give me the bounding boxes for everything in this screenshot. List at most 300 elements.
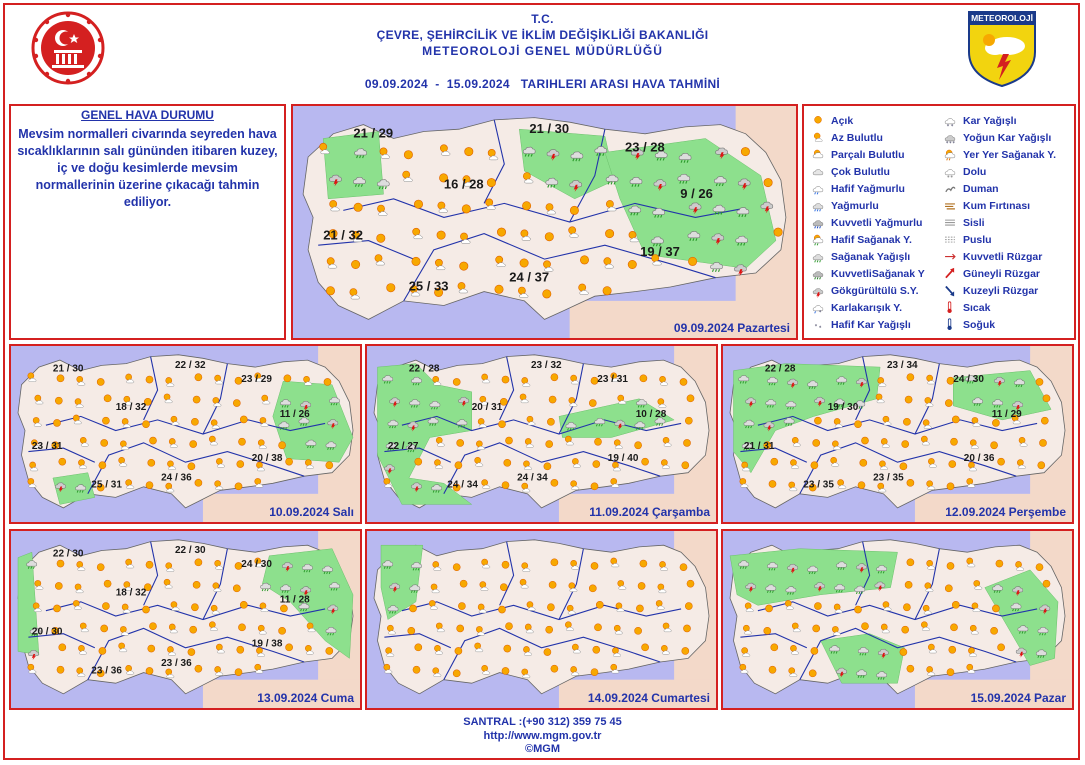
svg-text:*: * [949, 140, 952, 145]
sun-icon [522, 202, 530, 210]
sun-icon [240, 416, 247, 423]
precipitation-area [323, 132, 383, 199]
legend-item [942, 129, 1056, 146]
temperature-label: 22 / 32 [175, 359, 206, 371]
legend-label: Hafif Sağanak Y. [831, 233, 912, 246]
sun-icon [235, 669, 242, 676]
svg-text:*: * [818, 309, 822, 315]
legend-label: Kar Yağışlı [963, 114, 1017, 127]
sun-icon [462, 205, 470, 213]
sun-icon [193, 396, 200, 403]
temperature-label: 25 / 31 [91, 479, 122, 491]
sun-icon [1041, 417, 1048, 424]
temperature-label: 23 / 31 [31, 440, 63, 452]
sun-icon [589, 585, 596, 592]
temperature-label: 22 / 28 [764, 363, 796, 375]
temperature-label: 21 / 31 [743, 440, 775, 452]
map-date-label: 13.09.2024 Cuma [257, 691, 354, 705]
temperature-label: 22 / 27 [387, 440, 419, 452]
sun-icon [502, 667, 509, 674]
precipitation-area [53, 473, 95, 505]
sun-icon [409, 605, 416, 612]
sun-icon [505, 623, 512, 630]
sun-icon [551, 665, 558, 672]
footer-copyright: ©MGM [525, 743, 560, 755]
sun-icon [57, 560, 64, 567]
legend-item [810, 163, 925, 180]
sun-icon [635, 442, 642, 449]
forecast-map-saturday [365, 529, 718, 710]
sun-icon [685, 602, 692, 609]
legend-item [942, 163, 1056, 180]
sun-icon [487, 178, 495, 186]
sun-icon [547, 604, 554, 611]
sun-icon [945, 585, 952, 592]
temperature-label: 18 / 32 [115, 402, 147, 414]
heavy-shower-icon [810, 267, 826, 281]
sun-icon [101, 625, 108, 632]
sun-icon [326, 647, 333, 654]
sun-icon [190, 440, 197, 447]
sun-icon [1036, 378, 1043, 385]
hot-icon [942, 301, 958, 315]
sun-icon [453, 564, 460, 571]
sun-icon [860, 459, 867, 466]
sun-icon [603, 287, 611, 295]
sun-icon [810, 114, 826, 128]
sun-icon [195, 479, 202, 486]
temperature-label: 23 / 36 [91, 665, 122, 677]
sun-icon [502, 482, 509, 489]
sun-icon [413, 666, 420, 673]
sun-icon [682, 462, 689, 469]
legend-label: Kum Fırtınası [963, 199, 1031, 212]
sun-icon [235, 483, 242, 490]
turkey-map-graphic [367, 346, 716, 522]
haze-icon [942, 233, 958, 247]
sun-icon [593, 460, 600, 467]
temperature-label: 18 / 32 [115, 587, 147, 599]
sun-icon [861, 623, 868, 630]
sun-icon [907, 374, 914, 381]
sun-icon [638, 582, 645, 589]
forecast-map-wednesday [365, 344, 718, 524]
sun-icon [505, 437, 512, 444]
sun-icon [190, 626, 197, 633]
temperature-label: 20 / 36 [963, 453, 995, 465]
sun-icon [947, 669, 954, 676]
svg-text:*: * [818, 325, 822, 332]
sun-icon [902, 440, 909, 447]
forecast-map-tuesday [9, 344, 362, 524]
partly-cloudy-icon [810, 148, 826, 162]
temperature-label: 24 / 34 [447, 479, 478, 491]
legend-item [810, 146, 925, 163]
sun-icon [102, 417, 109, 424]
meteoroloji-shield-logo [967, 10, 1037, 88]
sun-icon [544, 463, 551, 470]
sun-icon [101, 439, 108, 446]
turkey-map-graphic [723, 346, 1072, 522]
legend-label: Gökgürültülü S.Y. [831, 284, 919, 297]
legend-item [810, 316, 925, 333]
north-wind-icon [942, 284, 958, 298]
cloudy-icon [810, 165, 826, 179]
turkey-map-graphic [11, 531, 360, 708]
sun-icon [769, 480, 776, 487]
sun-icon [765, 605, 772, 612]
sun-icon [377, 234, 385, 242]
legend-label: Parçalı Bulutlu [831, 148, 905, 161]
temperature-label: 11 / 28 [279, 594, 310, 606]
sun-icon [741, 147, 749, 155]
footer-url[interactable]: http://www.mgm.gov.tr [483, 730, 602, 742]
sun-icon [460, 262, 468, 270]
sun-icon [905, 396, 912, 403]
legend-left-column [810, 112, 925, 333]
sun-icon [404, 151, 412, 159]
temperature-label: 23 / 35 [873, 472, 904, 484]
smoke-icon [942, 182, 958, 196]
sun-icon [998, 458, 1005, 465]
sun-icon [498, 421, 505, 428]
sun-icon [1043, 395, 1050, 402]
sun-icon [279, 627, 286, 634]
sun-icon [53, 419, 60, 426]
sun-icon [854, 606, 861, 613]
heavy-snow-icon [942, 131, 958, 145]
sun-icon [996, 560, 1003, 567]
rain-icon [810, 199, 826, 213]
sun-icon [900, 463, 907, 470]
legend-item [942, 282, 1056, 299]
sun-icon [191, 604, 198, 611]
sun-icon [605, 229, 613, 237]
legend-item [942, 299, 1056, 316]
sun-icon [945, 399, 952, 406]
svg-text:*: * [945, 140, 949, 145]
sun-icon [992, 605, 999, 612]
sun-icon [500, 584, 507, 591]
temperature-label: 19 / 37 [640, 243, 680, 259]
sun-icon [53, 605, 60, 612]
sun-icon [680, 378, 687, 385]
legend-item [942, 146, 1056, 163]
legend-panel [802, 104, 1076, 340]
snow-icon [942, 114, 958, 128]
sun-icon [907, 479, 914, 486]
legend-label: Karlakarışık Y. [831, 301, 903, 314]
sun-icon [286, 644, 293, 651]
shower-icon [810, 250, 826, 264]
sun-icon [861, 437, 868, 444]
sun-icon [594, 438, 601, 445]
sun-icon [551, 374, 558, 381]
temperature-label: 23 / 28 [625, 139, 665, 155]
sun-icon [687, 395, 694, 402]
sun-icon [146, 561, 153, 568]
sun-icon [195, 374, 202, 381]
svg-text:*: * [946, 123, 950, 128]
sun-icon [952, 416, 959, 423]
sun-icon [455, 462, 462, 469]
sun-icon [683, 625, 690, 632]
sun-icon [814, 602, 821, 609]
sleet-icon [810, 301, 826, 315]
forecast-map-sunday [721, 529, 1074, 710]
legend-label: Kuzeyli Rüzgar [963, 284, 1039, 297]
temperature-label: 19 / 38 [251, 638, 283, 650]
sun-icon [148, 645, 155, 652]
sun-icon [811, 462, 818, 469]
sun-icon [551, 559, 558, 566]
sun-icon [813, 439, 820, 446]
general-weather-title: GENEL HAVA DURUMU [81, 108, 214, 122]
svg-text:*: * [814, 323, 818, 330]
sun-icon [457, 625, 464, 632]
svg-text:*: * [952, 140, 955, 145]
legend-label: Puslu [963, 233, 992, 246]
sun-icon [549, 396, 556, 403]
sun-icon [97, 378, 104, 385]
map-date-label: 14.09.2024 Cumartesi [587, 691, 710, 705]
sun-icon [453, 670, 460, 677]
temperature-label: 23 / 36 [161, 658, 192, 670]
forecast-map-friday [9, 529, 362, 710]
cold-icon [942, 318, 958, 332]
legend-right-column [942, 112, 1056, 333]
turkey-map-graphic [367, 531, 716, 708]
sun-icon [324, 378, 331, 385]
sun-icon [354, 203, 362, 211]
temperature-label: 25 / 33 [408, 278, 449, 294]
temperature-label: 20 / 38 [251, 453, 283, 465]
sun-icon [950, 438, 957, 445]
sun-icon [907, 665, 914, 672]
sun-icon [642, 644, 649, 651]
sun-icon [682, 647, 689, 654]
thunder-icon [810, 284, 826, 298]
sun-icon [237, 460, 244, 467]
sun-icon [687, 580, 694, 587]
sun-icon [570, 206, 578, 214]
sun-icon [195, 559, 202, 566]
forecast-map-thursday [721, 344, 1074, 524]
sun-icon [628, 260, 636, 268]
sun-icon [905, 581, 912, 588]
sun-icon [640, 560, 647, 567]
sun-cloud-icon [810, 131, 826, 145]
header-ministry: ÇEVRE, ŞEHİRCİLİK VE İKLİM DEĞİŞİKLİĞİ BAKANLIĞI [376, 28, 709, 42]
sun-icon [680, 564, 687, 571]
legend-item [810, 248, 925, 265]
sun-icon [59, 644, 66, 651]
sun-icon [102, 602, 109, 609]
sun-icon [640, 375, 647, 382]
sun-icon [188, 648, 195, 655]
sun-icon [991, 442, 998, 449]
sun-icon [188, 463, 195, 470]
sun-icon [947, 562, 954, 569]
sun-icon [854, 421, 861, 428]
sun-icon [233, 585, 240, 592]
legend-item [942, 248, 1056, 265]
sun-icon [549, 581, 556, 588]
legend-label: Yağmurlu [831, 199, 879, 212]
sun-icon [55, 582, 62, 589]
temperature-label: 19 / 30 [827, 402, 859, 414]
sun-icon [280, 605, 287, 612]
sun-icon [814, 417, 821, 424]
hail-icon [942, 165, 958, 179]
sun-icon [191, 418, 198, 425]
general-weather-panel [9, 104, 286, 340]
sun-icon [543, 290, 551, 298]
legend-label: Kuvvetli Rüzgar [963, 250, 1043, 263]
sun-icon [636, 605, 643, 612]
legend-item [810, 197, 925, 214]
turkey-map-graphic [723, 531, 1072, 708]
sun-icon [811, 647, 818, 654]
sun-icon [460, 580, 467, 587]
sun-icon [99, 462, 106, 469]
map-date-label: 11.09.2024 Çarşamba [589, 505, 710, 519]
sun-icon [903, 604, 910, 611]
general-weather-text: Mevsim normalleri civarında seyreden hava sıcaklıklarının salı gününden itibaren kuzey, iç ve doğu kesimlerde mevsim normallerinin üzerine çıkacağı tahmin ediliyor. [17, 127, 278, 209]
sun-icon [591, 562, 598, 569]
header-date-range: 09.09.2024 - 15.09.2024 TARIHLERI ARASI HAVA TAHMİNİ [364, 77, 721, 91]
legend-label: Sağanak Yağışlı [831, 250, 911, 263]
sun-icon [813, 625, 820, 632]
sun-icon [146, 376, 153, 383]
legend-item [942, 265, 1056, 282]
sun-icon [502, 376, 509, 383]
sun-icon [453, 378, 460, 385]
sun-icon [497, 228, 505, 236]
sun-icon [142, 421, 149, 428]
temperature-label: 24 / 30 [953, 373, 984, 385]
sun-icon [769, 666, 776, 673]
sun-icon [635, 627, 642, 634]
legend-label: Güneyli Rüzgar [963, 267, 1041, 280]
sun-icon [326, 462, 333, 469]
temperature-label: 24 / 34 [517, 472, 548, 484]
local-shower-icon [942, 148, 958, 162]
sun-icon [415, 644, 422, 651]
sun-icon [59, 458, 66, 465]
sun-icon [903, 418, 910, 425]
temperature-label: 20 / 31 [471, 402, 503, 414]
temperature-label: 23 / 32 [531, 359, 562, 371]
sun-icon [195, 665, 202, 672]
sun-icon [771, 644, 778, 651]
temperature-label: 11 / 29 [991, 409, 1022, 421]
sun-icon [502, 561, 509, 568]
legend-item [810, 180, 925, 197]
sun-icon [284, 375, 291, 382]
temperature-label: 23 / 29 [241, 373, 272, 385]
legend-label: Az Bulutlu [831, 131, 883, 144]
sun-icon [412, 257, 420, 265]
sun-icon [237, 646, 244, 653]
turkey-map-graphic [293, 106, 796, 338]
sun-icon [104, 395, 111, 402]
sun-icon [580, 256, 588, 264]
turkey-landmass [374, 540, 709, 694]
temperature-label: 24 / 37 [509, 269, 550, 285]
svg-text:*: * [950, 123, 954, 128]
legend-item [810, 214, 925, 231]
sun-icon [457, 439, 464, 446]
legend-item [942, 214, 1056, 231]
sun-icon [683, 439, 690, 446]
legend-item [810, 299, 925, 316]
sun-icon [991, 627, 998, 634]
header-tc: T.C. [531, 12, 554, 26]
sun-icon [545, 233, 553, 241]
temperature-label: 24 / 36 [161, 472, 192, 484]
temperature-label: 20 / 30 [31, 626, 63, 638]
sun-icon [688, 257, 696, 265]
sun-icon [414, 200, 422, 208]
sun-icon [950, 624, 957, 631]
temperature-label: 23 / 31 [597, 373, 628, 385]
sun-icon [504, 459, 511, 466]
sun-icon [238, 438, 245, 445]
sun-icon [326, 287, 334, 295]
meteoroloji-logo-text: METEOROLOJİ [971, 13, 1033, 23]
temperature-label: 21 / 30 [52, 363, 84, 375]
sun-icon [764, 627, 771, 634]
south-wind-icon [942, 267, 958, 281]
sun-icon [146, 667, 153, 674]
legend-item [942, 112, 1056, 129]
temperature-label: 21 / 29 [353, 125, 394, 141]
forecast-map-monday [291, 104, 798, 340]
legend-item [942, 316, 1056, 333]
sun-icon [55, 397, 62, 404]
sun-icon [458, 602, 465, 609]
sun-icon [596, 601, 603, 608]
legend-label: Kuvvetli Yağmurlu [831, 216, 923, 229]
footer-phone: SANTRAL :(+90 312) 359 75 45 [463, 716, 622, 728]
temperature-label: 16 / 28 [443, 176, 484, 192]
legend-label: Yer Yer Sağanak Y. [963, 148, 1057, 161]
fog-icon [942, 216, 958, 230]
sun-icon [57, 666, 64, 673]
sun-icon [952, 601, 959, 608]
sun-icon [949, 646, 956, 653]
light-rain-icon [810, 182, 826, 196]
temperature-label: 21 / 32 [323, 227, 363, 243]
sun-icon [1043, 580, 1050, 587]
sun-icon [520, 259, 528, 267]
legend-item [942, 231, 1056, 248]
sun-icon [907, 559, 914, 566]
sun-icon [104, 580, 111, 587]
sun-icon [193, 581, 200, 588]
sandstorm-icon [942, 199, 958, 213]
sun-icon [498, 606, 505, 613]
temperature-label: 24 / 30 [241, 559, 272, 571]
legend-label: Soğuk [963, 318, 996, 331]
temperature-label: 9 / 26 [680, 185, 713, 201]
sun-icon [238, 624, 245, 631]
sun-icon [546, 440, 553, 447]
sun-icon [146, 482, 153, 489]
legend-item [810, 265, 925, 282]
sun-icon [149, 623, 156, 630]
